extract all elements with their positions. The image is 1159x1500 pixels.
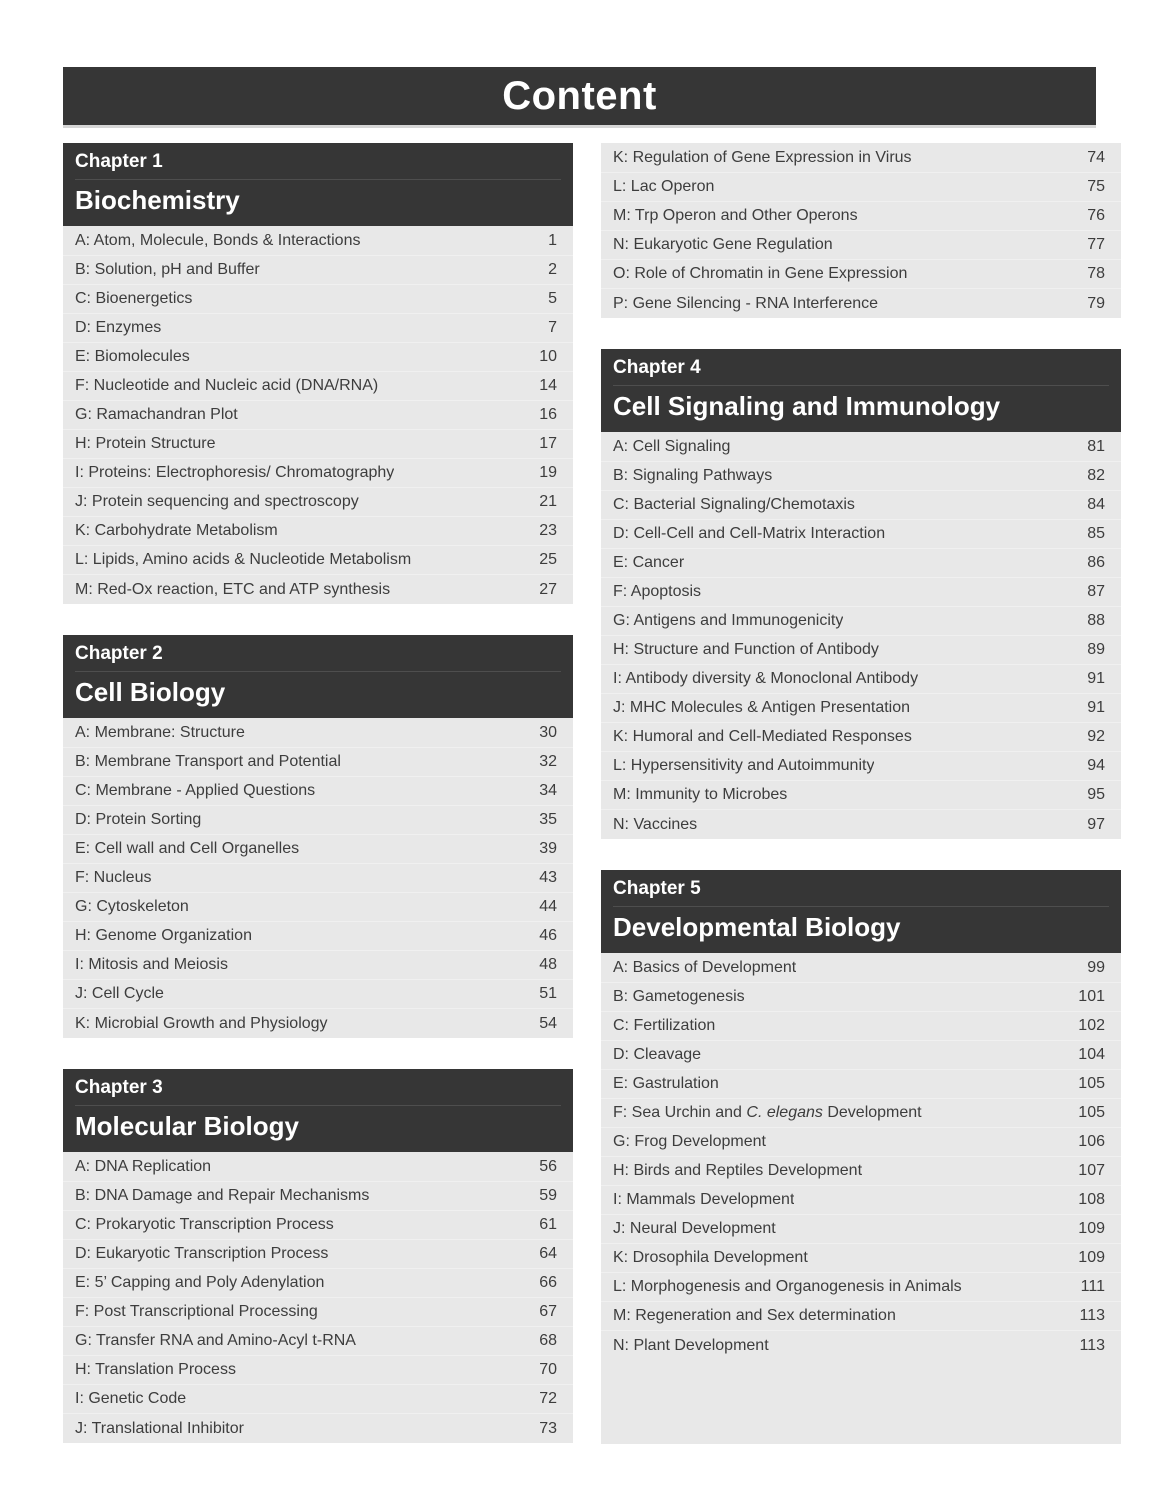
chapter-header [63, 635, 573, 718]
toc-page-number: 81 [1087, 438, 1105, 455]
chapter-number-label: Chapter 2 [75, 643, 163, 664]
toc-row[interactable] [601, 491, 1121, 520]
chapter-header [601, 870, 1121, 953]
toc-item-label: I: Mitosis and Meiosis [75, 956, 228, 973]
toc-item-label: B: DNA Damage and Repair Mechanisms [75, 1187, 370, 1204]
toc-item-label: L: Hypersensitivity and Autoimmunity [613, 757, 875, 774]
chapter-title: Biochemistry [75, 179, 561, 216]
toc-item-label: G: Ramachandran Plot [75, 406, 238, 423]
toc-page-number: 27 [539, 580, 557, 598]
toc-row[interactable] [63, 227, 573, 256]
toc-page-number: 74 [1087, 149, 1105, 166]
toc-item-label: F: Sea Urchin and C. elegans Development [613, 1104, 922, 1121]
toc-page-number: 75 [1087, 178, 1105, 195]
toc-row[interactable] [63, 1182, 573, 1211]
toc-item-label: I: Mammals Development [613, 1191, 795, 1208]
toc-row[interactable] [63, 1356, 573, 1385]
toc-item-label: B: Solution, pH and Buffer [75, 261, 260, 278]
toc-page-number: 10 [539, 348, 557, 365]
toc-page-number: 97 [1087, 815, 1105, 833]
toc-page-number: 94 [1087, 757, 1105, 774]
toc-page-number: 51 [539, 985, 557, 1002]
toc-row[interactable] [601, 1041, 1121, 1070]
toc-item-label: H: Translation Process [75, 1361, 236, 1378]
toc-row[interactable] [63, 314, 573, 343]
chapter-continuation-block [601, 143, 1121, 318]
toc-page-number: 59 [539, 1187, 557, 1204]
toc-page-number: 105 [1078, 1075, 1105, 1092]
toc-row[interactable] [63, 951, 573, 980]
toc-item-label: M: Immunity to Microbes [613, 786, 788, 803]
toc-page-number: 76 [1087, 207, 1105, 224]
toc-page-number: 105 [1078, 1104, 1105, 1121]
toc-row[interactable] [63, 517, 573, 546]
chapter-block [63, 1069, 573, 1443]
toc-page-number: 2 [548, 261, 557, 278]
toc-item-label: C: Bacterial Signaling/Chemotaxis [613, 496, 855, 513]
toc-page-number: 16 [539, 406, 557, 423]
toc-page-number: 109 [1078, 1220, 1105, 1237]
toc-page-number: 23 [539, 522, 557, 539]
chapter-title: Cell Signaling and Immunology [613, 385, 1109, 422]
toc-item-label: J: Cell Cycle [75, 985, 164, 1002]
chapter-header [601, 349, 1121, 432]
toc-page-number: 109 [1078, 1249, 1105, 1266]
toc-item-label: E: Cell wall and Cell Organelles [75, 840, 300, 857]
toc-item-label: A: Membrane: Structure [75, 724, 245, 741]
toc-item-label: L: Morphogenesis and Organogenesis in Animals [613, 1278, 962, 1295]
toc-row[interactable] [601, 752, 1121, 781]
toc-item-label: H: Genome Organization [75, 927, 252, 944]
toc-row[interactable] [63, 719, 573, 748]
toc-row[interactable] [63, 1009, 573, 1038]
toc-page-number: 113 [1079, 1307, 1105, 1324]
toc-item-label: D: Eukaryotic Transcription Process [75, 1245, 329, 1262]
toc-item-label: K: Regulation of Gene Expression in Virus [613, 149, 912, 166]
toc-page-number: 84 [1087, 496, 1105, 513]
toc-page-number: 14 [539, 377, 557, 394]
toc-row[interactable] [601, 1302, 1121, 1331]
chapter-number-label: Chapter 1 [75, 151, 163, 172]
toc-page-number: 54 [539, 1014, 557, 1032]
toc-item-label: B: Signaling Pathways [613, 467, 773, 484]
chapter-title: Developmental Biology [613, 906, 1109, 943]
toc-page-number: 72 [539, 1390, 557, 1407]
toc-page-number: 64 [539, 1245, 557, 1262]
toc-row[interactable] [63, 1153, 573, 1182]
toc-page-number: 104 [1078, 1046, 1105, 1063]
toc-row[interactable] [601, 520, 1121, 549]
toc-row[interactable] [63, 1211, 573, 1240]
toc-item-label: C: Bioenergetics [75, 290, 193, 307]
toc-row[interactable] [601, 1157, 1121, 1186]
toc-page-number: 101 [1078, 988, 1105, 1005]
toc-page-number: 89 [1087, 641, 1105, 658]
chapter-number-label: Chapter 3 [75, 1077, 163, 1098]
toc-item-label: B: Membrane Transport and Potential [75, 753, 341, 770]
toc-row[interactable] [63, 1298, 573, 1327]
toc-row[interactable] [63, 1385, 573, 1414]
toc-row[interactable] [63, 343, 573, 372]
toc-item-label: E: 5’ Capping and Poly Adenylation [75, 1274, 325, 1291]
toc-page-number: 106 [1078, 1133, 1105, 1150]
toc-row[interactable] [63, 401, 573, 430]
toc-page-number: 67 [539, 1303, 557, 1320]
toc-item-label: D: Protein Sorting [75, 811, 202, 828]
toc-item-label: L: Lipids, Amino acids & Nucleotide Metabolism [75, 551, 412, 568]
toc-item-label: J: MHC Molecules & Antigen Presentation [613, 699, 911, 716]
toc-row[interactable] [601, 665, 1121, 694]
toc-item-label: G: Antigens and Immunogenicity [613, 612, 844, 629]
toc-item-label: P: Gene Silencing - RNA Interference [613, 294, 879, 312]
toc-row[interactable] [601, 1215, 1121, 1244]
toc-row[interactable] [63, 372, 573, 401]
toc-page-number: 46 [539, 927, 557, 944]
toc-row[interactable] [63, 546, 573, 575]
toc-page-number: 32 [539, 753, 557, 770]
toc-item-label: H: Birds and Reptiles Development [613, 1162, 863, 1179]
toc-row[interactable] [601, 1186, 1121, 1215]
toc-page-number: 82 [1087, 467, 1105, 484]
toc-row[interactable] [63, 806, 573, 835]
toc-item-label: B: Gametogenesis [613, 988, 745, 1005]
toc-page-number: 102 [1078, 1017, 1105, 1034]
toc-item-label: K: Carbohydrate Metabolism [75, 522, 278, 539]
toc-page-number: 91 [1087, 699, 1105, 716]
toc-item-label: M: Red-Ox reaction, ETC and ATP synthesis [75, 580, 391, 598]
toc-page-number: 17 [539, 435, 557, 452]
toc-row[interactable] [601, 983, 1121, 1012]
toc-page-number: 79 [1087, 294, 1105, 312]
chapter-block [63, 635, 573, 1038]
toc-row[interactable] [63, 864, 573, 893]
toc-row[interactable] [63, 980, 573, 1009]
toc-page-number: 88 [1087, 612, 1105, 629]
toc-page-number: 34 [539, 782, 557, 799]
chapter-title: Cell Biology [75, 671, 561, 708]
toc-item-label: C: Membrane - Applied Questions [75, 782, 316, 799]
toc-row[interactable] [63, 1327, 573, 1356]
toc-item-label: A: Basics of Development [613, 959, 797, 976]
toc-row[interactable] [63, 835, 573, 864]
toc-item-label: H: Structure and Function of Antibody [613, 641, 879, 658]
toc-page-number: 111 [1080, 1278, 1105, 1295]
toc-row[interactable] [63, 575, 573, 604]
toc-row[interactable] [601, 289, 1121, 318]
toc-item-label: J: Neural Development [613, 1220, 776, 1237]
toc-row[interactable] [63, 285, 573, 314]
toc-row[interactable] [601, 231, 1121, 260]
toc-row[interactable] [601, 607, 1121, 636]
toc-item-label: K: Humoral and Cell-Mediated Responses [613, 728, 912, 745]
toc-row[interactable] [601, 781, 1121, 810]
toc-page-number: 91 [1087, 670, 1105, 687]
toc-item-label: E: Biomolecules [75, 348, 190, 365]
toc-row[interactable] [601, 202, 1121, 231]
toc-item-label: C: Fertilization [613, 1017, 716, 1034]
toc-item-label: G: Frog Development [613, 1133, 766, 1150]
toc-row[interactable] [63, 1240, 573, 1269]
toc-row[interactable] [601, 723, 1121, 752]
toc-row[interactable] [601, 1099, 1121, 1128]
chapter-header [63, 143, 573, 226]
toc-item-label: A: Cell Signaling [613, 438, 731, 455]
toc-page-number: 99 [1087, 959, 1105, 976]
toc-item-label: J: Translational Inhibitor [75, 1419, 244, 1437]
toc-row[interactable] [601, 1070, 1121, 1099]
toc-row[interactable] [63, 777, 573, 806]
chapter-number-label: Chapter 4 [613, 357, 701, 378]
toc-page-number: 87 [1087, 583, 1105, 600]
left-column [63, 143, 573, 1474]
toc-row[interactable] [63, 459, 573, 488]
toc-row[interactable] [601, 810, 1121, 839]
toc-row[interactable] [63, 488, 573, 517]
toc-page-number: 95 [1087, 786, 1105, 803]
toc-page-number: 19 [539, 464, 557, 481]
toc-item-label: I: Proteins: Electrophoresis/ Chromatography [75, 464, 395, 481]
toc-row[interactable] [63, 1414, 573, 1443]
toc-row[interactable] [601, 144, 1121, 173]
toc-item-label: F: Apoptosis [613, 583, 702, 600]
toc-list [63, 1152, 573, 1443]
toc-row[interactable] [601, 694, 1121, 723]
toc-page-number: 107 [1078, 1162, 1105, 1179]
toc-row[interactable] [601, 260, 1121, 289]
toc-page-number: 21 [539, 493, 557, 510]
toc-page-number: 85 [1087, 525, 1105, 542]
toc-page-number: 1 [548, 232, 557, 249]
toc-row[interactable] [601, 578, 1121, 607]
toc-item-label: O: Role of Chromatin in Gene Expression [613, 265, 908, 282]
chapter-title: Molecular Biology [75, 1105, 561, 1142]
toc-item-label: F: Nucleus [75, 869, 152, 886]
toc-item-label: D: Cell-Cell and Cell-Matrix Interaction [613, 525, 886, 542]
toc-item-label: D: Cleavage [613, 1046, 702, 1063]
chapter-block [601, 870, 1121, 1444]
toc-page-number: 108 [1078, 1191, 1105, 1208]
toc-item-label: H: Protein Structure [75, 435, 216, 452]
toc-row[interactable] [63, 256, 573, 285]
chapter-block [63, 143, 573, 604]
toc-list [63, 226, 573, 604]
toc-row[interactable] [63, 748, 573, 777]
toc-page-number: 113 [1079, 1336, 1105, 1354]
toc-row[interactable] [63, 893, 573, 922]
toc-page-number: 56 [539, 1158, 557, 1175]
toc-row[interactable] [63, 430, 573, 459]
toc-row[interactable] [601, 462, 1121, 491]
toc-row[interactable] [63, 922, 573, 951]
toc-page-number: 39 [539, 840, 557, 857]
toc-page-number: 35 [539, 811, 557, 828]
toc-item-label: L: Lac Operon [613, 178, 715, 195]
toc-item-label: E: Gastrulation [613, 1075, 719, 1092]
toc-row[interactable] [63, 1269, 573, 1298]
toc-page-number: 7 [548, 319, 557, 336]
chapter-block [601, 349, 1121, 839]
toc-page-number: 25 [539, 551, 557, 568]
toc-item-label: C: Prokaryotic Transcription Process [75, 1216, 334, 1233]
toc-item-label: N: Eukaryotic Gene Regulation [613, 236, 833, 253]
toc-row[interactable] [601, 549, 1121, 578]
toc-item-label: F: Post Transcriptional Processing [75, 1303, 318, 1320]
toc-page-number: 73 [539, 1419, 557, 1437]
toc-page-number: 44 [539, 898, 557, 915]
toc-list [63, 718, 573, 1038]
toc-page-number: 70 [539, 1361, 557, 1378]
toc-row[interactable] [601, 1273, 1121, 1302]
toc-item-label: E: Cancer [613, 554, 685, 571]
toc-page-number: 43 [539, 869, 557, 886]
page-title: Content [502, 73, 657, 118]
toc-item-label: M: Trp Operon and Other Operons [613, 207, 858, 224]
toc-list [601, 143, 1121, 318]
toc-row[interactable] [601, 1012, 1121, 1041]
toc-item-label: I: Antibody diversity & Monoclonal Antibody [613, 670, 919, 687]
toc-page-number: 66 [539, 1274, 557, 1291]
toc-page-number: 77 [1087, 236, 1105, 253]
toc-page-number: 68 [539, 1332, 557, 1349]
toc-row[interactable] [601, 636, 1121, 665]
toc-list [601, 953, 1121, 1444]
toc-item-label: I: Genetic Code [75, 1390, 187, 1407]
toc-row[interactable] [601, 954, 1121, 983]
toc-item-label: M: Regeneration and Sex determination [613, 1307, 896, 1324]
toc-item-label: N: Plant Development [613, 1336, 769, 1354]
toc-page-number: 48 [539, 956, 557, 973]
toc-list [601, 432, 1121, 839]
toc-item-label: N: Vaccines [613, 815, 698, 833]
toc-row[interactable] [601, 1331, 1121, 1360]
toc-item-label: A: DNA Replication [75, 1158, 212, 1175]
toc-item-label: G: Cytoskeleton [75, 898, 189, 915]
toc-page-number: 86 [1087, 554, 1105, 571]
toc-row[interactable] [601, 433, 1121, 462]
toc-row[interactable] [601, 1244, 1121, 1273]
chapter-number-label: Chapter 5 [613, 878, 701, 899]
chapter-header [63, 1069, 573, 1152]
toc-item-label: F: Nucleotide and Nucleic acid (DNA/RNA) [75, 377, 379, 394]
toc-page-number: 92 [1087, 728, 1105, 745]
toc-item-label: J: Protein sequencing and spectroscopy [75, 493, 359, 510]
toc-row[interactable] [601, 173, 1121, 202]
toc-item-label: G: Transfer RNA and Amino-Acyl t-RNA [75, 1332, 356, 1349]
content-title-bar [63, 67, 1096, 125]
toc-item-label: K: Drosophila Development [613, 1249, 808, 1266]
toc-page-number: 78 [1087, 265, 1105, 282]
toc-row[interactable] [601, 1128, 1121, 1157]
toc-item-label: A: Atom, Molecule, Bonds & Interactions [75, 232, 361, 249]
right-column [601, 143, 1121, 1475]
toc-item-label: D: Enzymes [75, 319, 162, 336]
toc-item-label: K: Microbial Growth and Physiology [75, 1014, 328, 1032]
toc-page-number: 5 [548, 290, 557, 307]
toc-page-number: 30 [539, 724, 557, 741]
toc-page-number: 61 [539, 1216, 557, 1233]
